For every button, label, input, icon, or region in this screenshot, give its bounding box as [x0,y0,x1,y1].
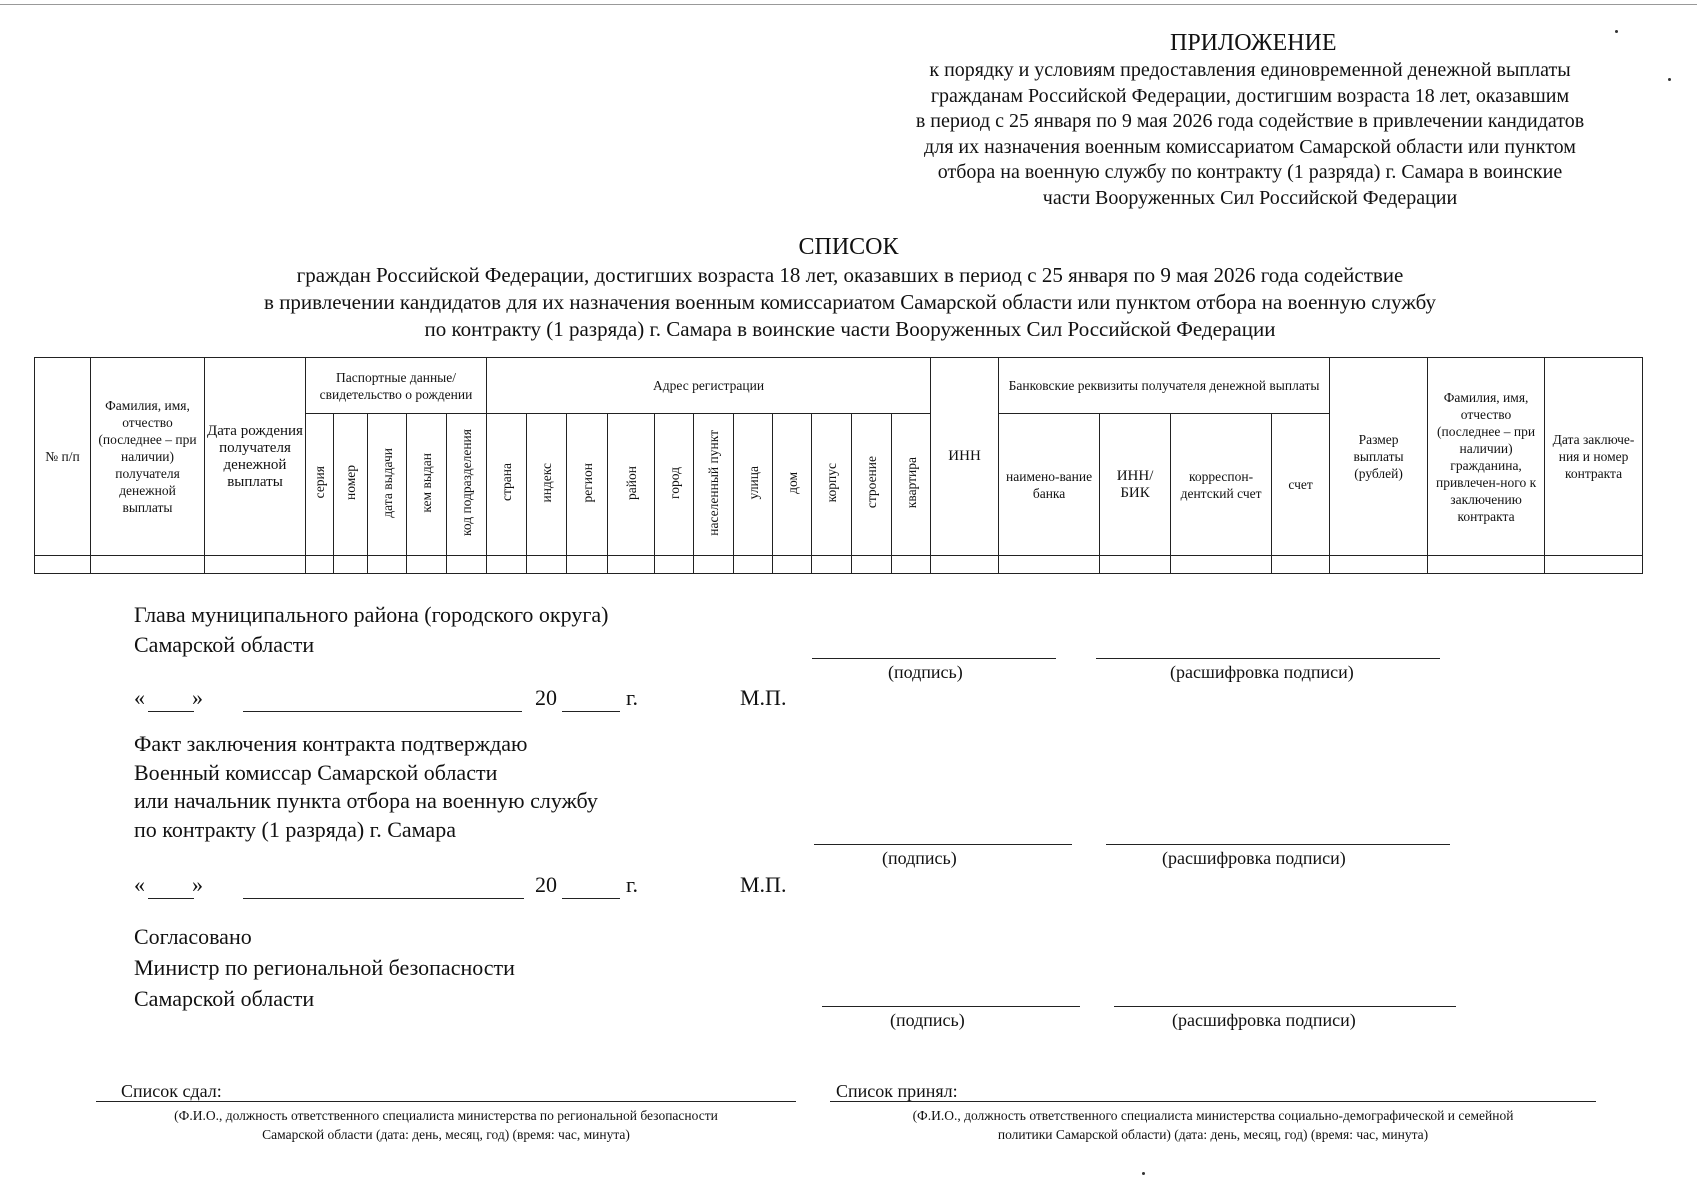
table-cell [91,556,205,574]
list-received-line [830,1101,1596,1102]
table-cell [1171,556,1272,574]
table-cell [1428,556,1545,574]
header-fio [91,358,205,556]
commissar-line: Факт заключения контракта подтверждаю [134,731,528,756]
head-line: Глава муниципального района (городского округа) [134,602,609,627]
header-address-street-text: улица [745,465,761,500]
head-line: Самарской области [134,632,315,657]
list-line: по контракту (1 разряда) г. Самара в воинские части Вооруженных Сил Российской Федерации [424,317,1276,341]
commissar-line: или начальник пункта отбора на военную службу [134,788,598,813]
table-cell [773,556,812,574]
header-address-house-text: дом [784,471,800,494]
list-given-label: Список сдал: [121,1081,222,1101]
header-bank-account [1272,414,1330,556]
recipients-table [34,357,1643,574]
header-passport-date-text: дата выдачи [379,447,395,518]
header-address-city-text: город [666,466,682,499]
header-address-country [487,414,527,556]
header-passport-code [447,414,487,556]
received-note-line: (Ф.И.О., должность ответственного специалиста министерства социально-демографической и семейной [912,1108,1514,1123]
header-bank-account-text: счет [1288,477,1313,492]
list-subtitle [120,262,1580,343]
appendix-line: в период с 25 января по 9 мая 2026 года содействие в привлечении кандидатов [915,110,1585,132]
received-note-line: политики Самарской области) (дата: день, месяц, год) (время: час, минута) [997,1127,1429,1142]
date-year-prefix: 20 [535,872,557,897]
appendix-line: отбора на военную службу по контракту (1 разряда) г. Самара в воинские [937,161,1563,183]
header-amount-text: Размер выплаты (рублей) [1353,432,1404,481]
table-cell [694,556,734,574]
header-address-district-text: район [623,465,639,500]
given-note-line: (Ф.И.О., должность ответственного специалиста министерства по региональной безопасности [174,1108,718,1123]
date-month-line [243,898,524,899]
header-address-house [773,414,812,556]
header-address-index-text: индекс [539,462,555,503]
header-bank-name [999,414,1100,556]
header-amount [1330,358,1428,556]
header-citizen [1428,358,1545,556]
stamp-place: М.П. [740,685,787,710]
header-birth-text: Дата рождения получателя денежной выплаты [207,422,303,490]
table-cell [205,556,306,574]
table-cell [931,556,999,574]
date-year-prefix: 20 [535,685,557,710]
minister-block [134,921,515,1014]
signature-line [822,1006,1080,1007]
date-day-line [148,898,194,899]
table-cell [368,556,407,574]
table-cell [334,556,368,574]
appendix-line: гражданам Российской Федерации, достигшим возраста 18 лет, оказавшим [930,84,1570,107]
head-of-district-block [134,600,608,660]
decode-line [1114,1006,1456,1007]
date-year-suffix: г. [626,872,639,897]
header-passport-issuer-text: кем выдан [419,452,434,513]
date-month-line [243,711,522,712]
header-num-text: № п/п [45,449,80,464]
header-passport-date [368,414,407,556]
header-passport-series [306,414,334,556]
header-address-street [734,414,773,556]
commissar-line: Военный комиссар Самарской области [134,759,498,785]
table-cell [812,556,852,574]
minister-line: Согласовано [134,924,252,949]
table-cell [487,556,527,574]
scan-speck [1142,1172,1145,1175]
header-passport-group [306,358,487,414]
header-address-structure-text: строение [864,456,880,509]
minister-line: Министр по региональной безопасности [134,955,515,980]
table-cell [567,556,608,574]
commissar-line: по контракту (1 разряда) г. Самара [134,816,456,842]
header-address-region-text: регион [579,462,595,503]
header-address-apartment [892,414,931,556]
header-passport-number-text: номер [343,464,358,500]
table-cell [999,556,1100,574]
table-cell [734,556,773,574]
decode-caption: (расшифровка подписи) [1162,848,1346,868]
header-address-region [567,414,608,556]
table-cell [1272,556,1330,574]
list-line: в привлечении кандидатов для их назначения военным комиссариатом Самарской области или пунктом отбора на военную службу [264,290,1436,314]
header-passport-code-text: код подразделения [459,428,474,536]
header-bank-group [999,358,1330,414]
list-given-note [96,1106,796,1144]
header-address-building [812,414,852,556]
date-year-line [562,711,620,712]
header-address-district [608,414,655,556]
date-day-line [148,711,194,712]
date-year-suffix: г. [626,685,639,710]
list-title: СПИСОК [798,234,899,260]
table-cell [527,556,567,574]
header-bank-text: Банковские реквизиты получателя денежной выплаты [1008,378,1320,393]
header-passport-text: Паспортные данные/ свидетельство о рождении [319,369,473,402]
table-cell [1330,556,1428,574]
header-contract-text: Дата заключе-ния и номер контракта [1552,432,1635,481]
header-bank-inn-bik-text: ИНН/ БИК [1116,467,1154,501]
table-cell [306,556,334,574]
appendix-line: для их назначения военным комиссариатом Самарской области или пунктом [924,135,1576,158]
given-note-line: Самарской области (дата: день, месяц, год) (время: час, минута) [262,1127,630,1142]
stamp-place: М.П. [740,872,787,897]
header-num [35,358,91,556]
header-birth [205,358,306,556]
table-cell [892,556,931,574]
header-passport-number [334,414,368,556]
header-address-text: Адрес регистрации [653,378,765,393]
scan-speck [1668,78,1671,81]
header-fio-text: Фамилия, имя, отчество (последнее – при наличии) получателя денежной выплаты [98,398,197,515]
header-address-locality [694,414,734,556]
table-cell [447,556,487,574]
header-address-group [487,358,931,414]
header-passport-series-text: серия [312,466,327,499]
decode-caption: (расшифровка подписи) [1172,1010,1356,1030]
date-quote-open: « [134,685,145,710]
table-cell [655,556,694,574]
header-bank-name-text: наимено-вание банка [1006,468,1093,501]
date-quote-open: « [134,872,145,897]
table-row [35,556,1643,574]
signature-caption: (подпись) [888,662,963,682]
decode-line [1096,658,1440,659]
header-address-apartment-text: квартира [903,456,919,509]
table-cell [1545,556,1643,574]
header-address-structure [852,414,892,556]
header-address-locality-text: населенный пункт [706,429,722,536]
header-address-city [655,414,694,556]
table-cell [407,556,447,574]
header-passport-issuer [407,414,447,556]
signature-line [814,844,1072,845]
decode-caption: (расшифровка подписи) [1170,662,1354,682]
appendix-title: ПРИЛОЖЕНИЕ [1170,30,1337,56]
header-citizen-text: Фамилия, имя, отчество (последнее – при наличии) гражданина, привлечен-ного к заключению контракта [1435,389,1537,524]
signature-caption: (подпись) [890,1010,965,1030]
date-year-line [562,898,620,899]
appendix-text [860,58,1640,211]
list-received-note [830,1106,1596,1144]
header-address-index [527,414,567,556]
table-cell [608,556,655,574]
minister-line: Самарской области [134,986,315,1011]
header-inn [931,358,999,556]
appendix-line: к порядку и условиям предоставления единовременной денежной выплаты [929,59,1571,81]
header-address-country-text: страна [499,463,515,502]
signature-line [812,658,1056,659]
header-contract [1545,358,1643,556]
header-bank-corr-text: корреспон-дентский счет [1180,468,1262,501]
list-received-label: Список принял: [836,1081,958,1101]
signature-caption: (подпись) [882,848,957,868]
table-cell [1100,556,1171,574]
table-cell [35,556,91,574]
list-given-line [96,1101,796,1102]
header-inn-text: ИНН [948,448,981,464]
list-line: граждан Российской Федерации, достигших возраста 18 лет, оказавших в период с 25 января по 9 мая 2026 года содействие [296,263,1404,287]
header-bank-corr [1171,414,1272,556]
decode-line [1106,844,1450,845]
appendix-line: части Вооруженных Сил Российской Федерации [1042,186,1458,209]
scan-speck [1615,30,1618,33]
military-commissar-block [134,730,598,844]
top-border-line [0,4,1697,5]
header-bank-inn-bik [1100,414,1171,556]
date-quote-close: » [192,685,203,710]
header-address-building-text: корпус [824,462,840,503]
table-cell [852,556,892,574]
date-quote-close: » [192,872,203,897]
